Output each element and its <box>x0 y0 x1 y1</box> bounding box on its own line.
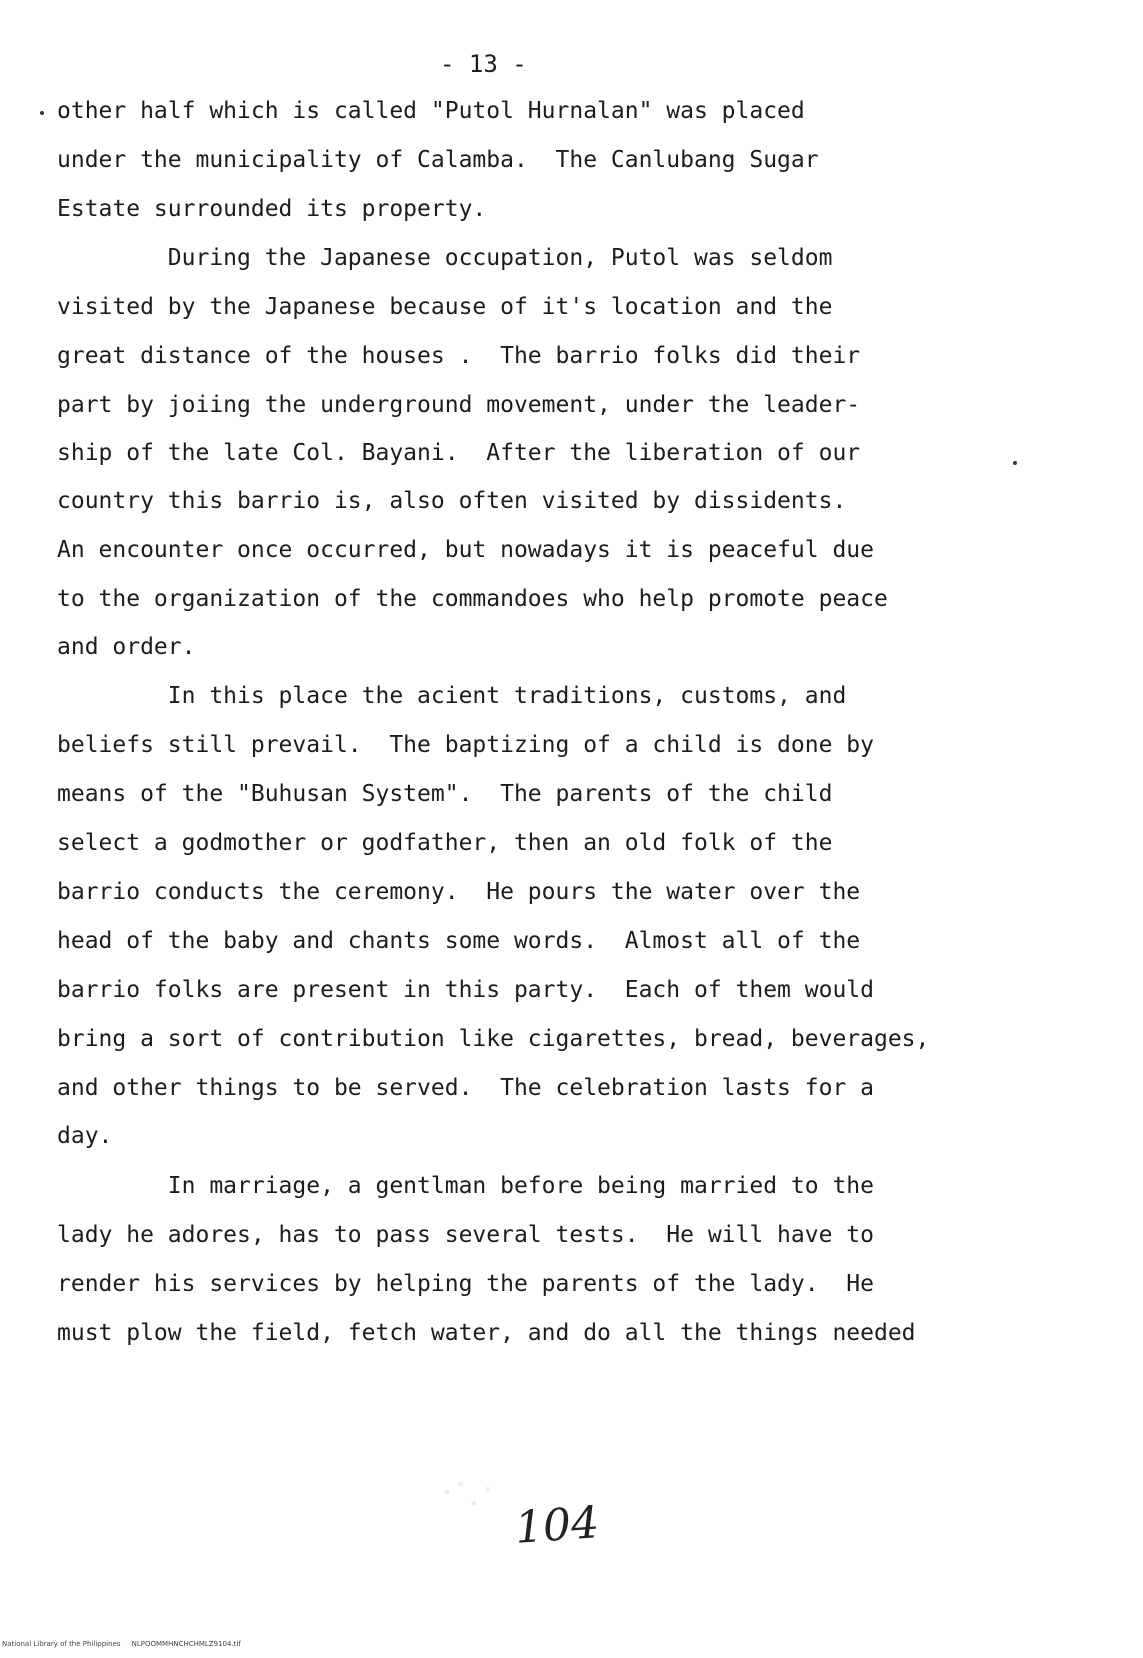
text-line: render his services by helping the parents of the lady. He <box>57 1271 874 1297</box>
text-line: means of the "Buhusan System". The parents of the child <box>57 781 833 807</box>
text-line: select a godmother or godfather, then an old folk of the <box>57 830 833 856</box>
text-line: During the Japanese occupation, Putol was seldom <box>57 245 833 271</box>
scan-speck <box>1013 461 1017 465</box>
text-line: must plow the field, fetch water, and do all the things needed <box>57 1320 916 1346</box>
text-line: other half which is called "Putol Hurnalan" was placed <box>57 98 805 124</box>
text-line: under the municipality of Calamba. The Canlubang Sugar <box>57 147 819 173</box>
text-line: part by joiing the underground movement, under the leader- <box>57 392 861 418</box>
text-line: visited by the Japanese because of it's location and the <box>57 294 833 320</box>
text-line: beliefs still prevail. The baptizing of a child is done by <box>57 732 874 758</box>
text-line: great distance of the houses . The barrio folks did their <box>57 343 861 369</box>
text-line: country this barrio is, also often visited by dissidents. <box>57 488 847 514</box>
text-line: In marriage, a gentlman before being married to the <box>57 1173 874 1199</box>
text-line: barrio folks are present in this party. Each of them would <box>57 977 874 1003</box>
text-line: to the organization of the commandoes who help promote peace <box>57 586 888 612</box>
text-line: head of the baby and chants some words. Almost all of the <box>57 928 861 954</box>
library-stamp <box>420 1470 510 1525</box>
scan-speck <box>40 111 44 115</box>
text-line: lady he adores, has to pass several tests. He will have to <box>57 1222 874 1248</box>
text-line: day. <box>57 1123 113 1149</box>
text-line: and other things to be served. The celebration lasts for a <box>57 1075 874 1101</box>
text-line: In this place the acient traditions, customs, and <box>57 683 847 709</box>
text-line: and order. <box>57 634 196 660</box>
text-line: An encounter once occurred, but nowadays it is peaceful due <box>57 537 874 563</box>
footer-caption: National Library of the Philippines NLPOOMMHNCHCHMLZ9104.tif <box>2 1640 241 1648</box>
text-line: bring a sort of contribution like cigarettes, bread, beverages, <box>57 1026 930 1052</box>
page-number: - 13 - <box>440 50 527 78</box>
text-line: barrio conducts the ceremony. He pours the water over the <box>57 879 861 905</box>
text-line: Estate surrounded its property. <box>57 196 487 222</box>
handwritten-page-number: 104 <box>513 1497 601 1554</box>
text-line: ship of the late Col. Bayani. After the liberation of our <box>57 440 861 466</box>
